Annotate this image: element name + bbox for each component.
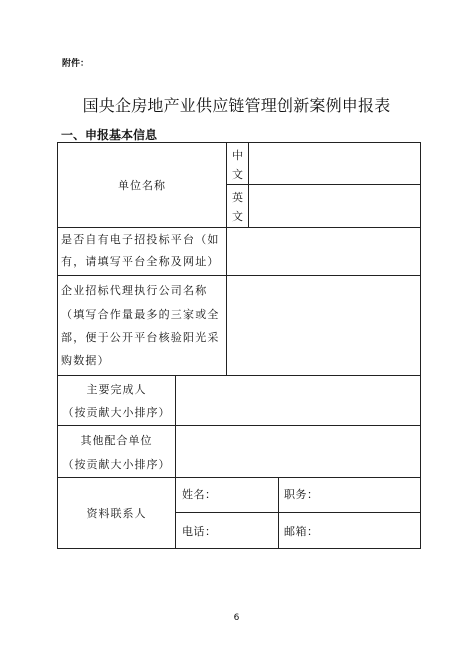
eplatform-field[interactable] [227, 228, 420, 275]
phone-field[interactable] [215, 513, 277, 548]
phone-label: 电话： [182, 525, 217, 538]
page-number: 6 [233, 613, 240, 623]
main-person-sort-hint: （按贡献大小排序） [62, 406, 171, 419]
table-bottom-border [57, 548, 421, 549]
main-person-field[interactable] [176, 376, 420, 425]
name-label: 姓名： [182, 488, 217, 501]
chinese-label-char: 中 [232, 149, 243, 162]
agency-label-line: （填写合作量最多的三家或全 [61, 308, 220, 321]
agency-field[interactable] [227, 276, 420, 375]
agency-label-line: 部，便于公开平台核验阳光采 [61, 331, 220, 344]
english-label-char: 英 [232, 191, 243, 204]
attachment-label: 附件： [62, 59, 90, 69]
other-unit-field[interactable] [176, 426, 420, 477]
agency-label-line: 购数据） [61, 354, 110, 367]
org-name-label: 单位名称 [118, 179, 166, 192]
form-title: 国央企房地产业供应链管理创新案例申报表 [82, 96, 391, 115]
position-label: 职务： [284, 488, 319, 501]
english-label-char: 文 [232, 210, 243, 223]
column-divider [278, 477, 279, 549]
email-field[interactable] [315, 513, 419, 548]
other-unit-label: 其他配合单位 [80, 434, 153, 447]
contact-label: 资料联系人 [86, 507, 147, 520]
table-right-border [420, 142, 421, 549]
eplatform-label-line: 是否自有电子招投标平台（如 [61, 233, 220, 246]
position-field[interactable] [315, 479, 419, 511]
agency-label-line: 企业招标代理执行公司名称 [61, 284, 208, 297]
other-unit-sort-hint: （按贡献大小排序） [62, 458, 171, 471]
section-title: 一、申报基本信息 [61, 128, 158, 142]
name-field[interactable] [215, 479, 277, 511]
email-label: 邮箱： [284, 525, 319, 538]
eplatform-label-line: 有，请填写平台全称及网址） [61, 255, 220, 268]
english-name-field[interactable] [249, 185, 420, 227]
chinese-label-char: 文 [232, 168, 243, 181]
chinese-name-field[interactable] [249, 143, 420, 184]
main-person-label: 主要完成人 [86, 383, 147, 396]
